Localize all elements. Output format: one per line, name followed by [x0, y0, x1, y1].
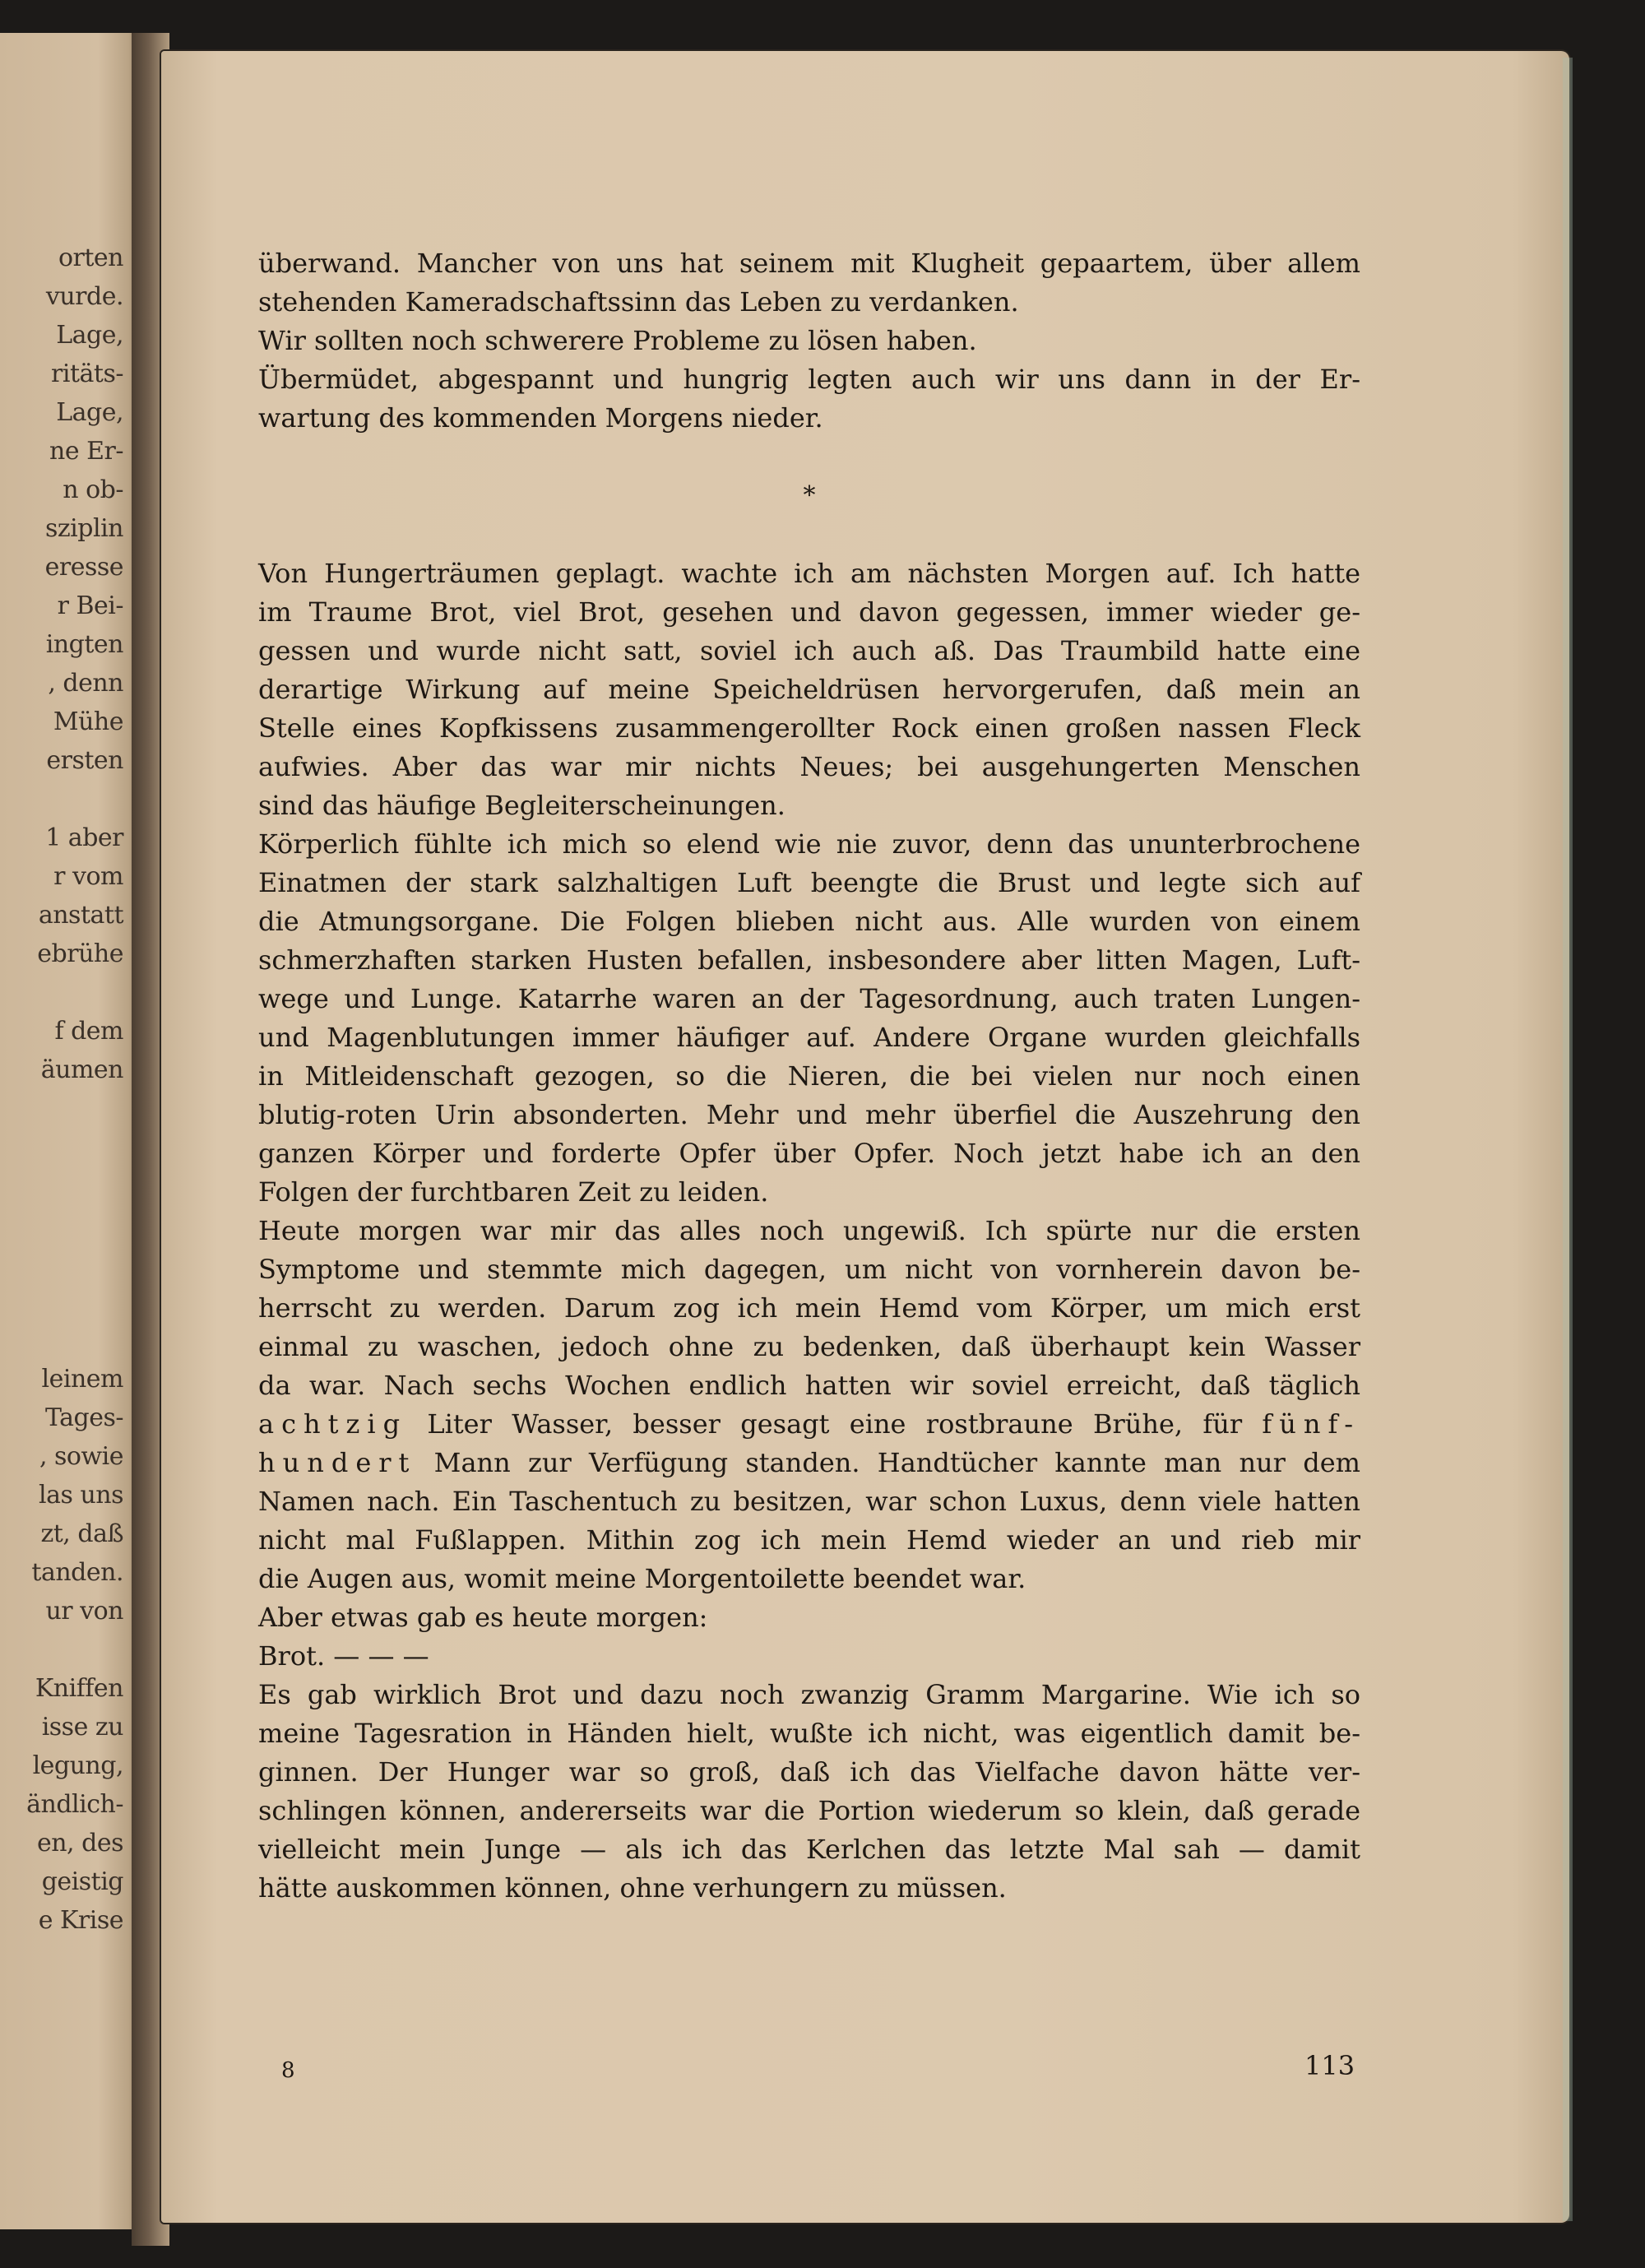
text-line: Symptome und stemmte mich dagegen, um nicht von vornherein davon be-: [258, 1254, 1360, 1285]
text-line: meine Tagesration in Händen hielt, wußte ich nicht, was eigentlich damit be-: [258, 1718, 1360, 1749]
text-line: da war. Nach sechs Wochen endlich hatten wir soviel erreicht, daß täglich: [258, 1370, 1360, 1401]
line-fragment: Lage,: [56, 398, 123, 427]
signature-mark: 8: [281, 2058, 295, 2083]
text-line: wartung des kommenden Morgens nieder.: [258, 402, 823, 434]
text-line: Es gab wirklich Brot und dazu noch zwanzig Gramm Margarine. Wie ich so: [258, 1679, 1360, 1710]
paragraph-morning: [258, 1212, 1360, 1598]
text-line: vielleicht mein Junge — als ich das Kerlchen das letzte Mal sah — damit: [258, 1834, 1360, 1865]
text-line: Namen nach. Ein Taschentuch zu besitzen, war schon Luxus, denn viele hatten: [258, 1486, 1360, 1517]
line-fragment: r vom: [53, 862, 123, 891]
text-line: überwand. Mancher von uns hat seinem mit Klugheit gepaartem, über allem: [258, 248, 1360, 279]
paragraph-ration: [258, 1676, 1360, 1908]
page-edge: [1563, 58, 1573, 2221]
text-line: Heute morgen war mir das alles noch ungewiß. Ich spürte nur die ersten: [258, 1215, 1360, 1246]
text-line: schlingen können, andererseits war die Portion wiederum so klein, daß gerade: [258, 1795, 1360, 1826]
previous-page-line-endings: [0, 239, 132, 1940]
line-fragment: orten: [58, 243, 123, 272]
text-line: Aber etwas gab es heute morgen:: [258, 1602, 708, 1633]
line-fragment: [0, 780, 132, 819]
text-line: einmal zu waschen, jedoch ohne zu bedenken, daß überhaupt kein Wasser: [258, 1331, 1360, 1362]
line-fragment: leinem: [41, 1365, 123, 1394]
section-break-asterisk: *: [803, 481, 816, 510]
line-fragment: Tages-: [44, 1403, 123, 1432]
text-line: hätte auskommen können, ohne verhungern zu müssen.: [258, 1872, 1007, 1904]
text-line: gessen und wurde nicht satt, soviel ich auch aß. Das Traumbild hatte eine: [258, 635, 1360, 666]
line-fragment: e Krise: [38, 1906, 123, 1935]
line-fragment: ingten: [45, 630, 123, 659]
spaced-word: hundert: [258, 1447, 417, 1478]
text-line: Übermüdet, abgespannt und hungrig legten auch wir uns dann in der Er-: [258, 364, 1360, 395]
line-fragment: [0, 973, 132, 1012]
line-fragment: legung,: [32, 1751, 123, 1780]
line-fragment: ritäts-: [51, 359, 123, 388]
line-fragment: [0, 1321, 132, 1360]
line-fragment: sziplin: [44, 514, 123, 543]
line-fragment: geistig: [41, 1867, 123, 1896]
line-fragment: , denn: [48, 669, 123, 698]
line-fragment: ebrühe: [37, 939, 123, 968]
line-fragment: ändlich-: [26, 1790, 123, 1819]
text-line: ginnen. Der Hunger war so groß, daß ich das Vielfache davon hätte ver-: [258, 1756, 1360, 1788]
text-line: ganzen Körper und forderte Opfer über Opfer. Noch jetzt habe ich an den: [258, 1138, 1360, 1169]
text-line: [258, 1444, 1360, 1482]
text-segment: Mann zur Verfügung standen. Handtücher kannte man nur dem: [416, 1447, 1360, 1478]
text-line: stehenden Kameradschaftssinn das Leben zu verdanken.: [258, 286, 1019, 318]
line-fragment: n ob-: [63, 475, 123, 504]
page-text: [258, 244, 1360, 1908]
text-line: Körperlich fühlte ich mich so elend wie nie zuvor, denn das ununterbrochene: [258, 828, 1360, 860]
text-line: und Magenblutungen immer häufiger auf. Andere Organe wurden gleichfalls: [258, 1022, 1360, 1053]
previous-page-fragment: [0, 33, 140, 2229]
text-line: derartige Wirkung auf meine Speicheldrüsen hervorgerufen, daß mein an: [258, 674, 1360, 705]
text-line: die Augen aus, womit meine Morgentoilette beendet war.: [258, 1563, 1026, 1594]
text-line: Von Hungerträumen geplagt. wachte ich am nächsten Morgen auf. Ich hatte: [258, 558, 1360, 589]
line-fragment: eresse: [44, 553, 123, 582]
line-fragment: [0, 1089, 132, 1128]
line-fragment: tanden.: [31, 1558, 123, 1587]
text-line: herrscht zu werden. Darum zog ich mein Hemd vom Körper, um mich erst: [258, 1292, 1360, 1324]
text-line: Folgen der furchtbaren Zeit zu leiden.: [258, 1176, 769, 1208]
line-fragment: ur von: [45, 1597, 123, 1626]
text-segment: Liter Wasser, besser gesagt eine rostbraune Brühe, für: [407, 1408, 1263, 1440]
line-fragment: Mühe: [53, 707, 123, 736]
line-fragment: ersten: [46, 746, 123, 775]
line-fragment: Lage,: [56, 321, 123, 350]
text-line: die Atmungsorgane. Die Folgen blieben nicht aus. Alle wurden von einem: [258, 906, 1360, 937]
text-line: Stelle eines Kopfkissens zusammengerollter Rock einen großen nassen Fleck: [258, 712, 1360, 744]
text-line: Einatmen der stark salzhaltigen Luft beengte die Brust und legte sich auf: [258, 867, 1360, 898]
text-line: nicht mal Fußlappen. Mithin zog ich mein Hemd wieder an und rieb mir: [258, 1524, 1360, 1556]
paragraph-bread: [258, 1598, 1360, 1676]
paragraph-illness: [258, 825, 1360, 1212]
text-line: schmerzhaften starken Husten befallen, insbesondere aber litten Magen, Luft-: [258, 944, 1360, 976]
spaced-word: fünf-: [1262, 1408, 1360, 1440]
line-fragment: [0, 1166, 132, 1205]
line-fragment: en, des: [36, 1829, 123, 1858]
text-line: sind das häufige Begleiterscheinungen.: [258, 790, 785, 821]
line-fragment: anstatt: [38, 901, 123, 930]
line-fragment: las uns: [39, 1481, 123, 1510]
text-line: in Mitleidenschaft gezogen, so die Nieren, die bei vielen nur noch einen: [258, 1060, 1360, 1092]
line-fragment: vurde.: [45, 282, 123, 311]
line-fragment: äumen: [40, 1055, 123, 1084]
line-fragment: r Bei-: [57, 591, 123, 620]
intro-paragraph: [258, 244, 1360, 438]
line-fragment: f dem: [54, 1017, 123, 1046]
text-line: [258, 1405, 1360, 1444]
line-fragment: [0, 1282, 132, 1321]
paragraph-hunger-dreams: [258, 554, 1360, 825]
line-fragment: , sowie: [39, 1442, 123, 1471]
text-line: Wir sollten noch schwerere Probleme zu lösen haben.: [258, 325, 977, 356]
line-fragment: [0, 1244, 132, 1282]
line-fragment: isse zu: [41, 1713, 123, 1742]
line-fragment: [0, 1128, 132, 1166]
book-page: [161, 51, 1569, 2223]
text-line: blutig-roten Urin absonderten. Mehr und mehr überfiel die Auszehrung den: [258, 1099, 1360, 1130]
text-line: wege und Lunge. Katarrhe waren an der Tagesordnung, auch traten Lungen-: [258, 983, 1360, 1014]
line-fragment: ne Er-: [49, 437, 123, 466]
page-number: 113: [1304, 2050, 1355, 2081]
spaced-word: achtzig: [258, 1408, 408, 1440]
line-fragment: zt, daß: [40, 1519, 123, 1548]
line-fragment: [0, 1630, 132, 1669]
line-fragment: Kniffen: [35, 1674, 123, 1703]
line-fragment: 1 aber: [45, 823, 123, 852]
text-line: Brot. — — —: [258, 1640, 429, 1672]
text-line: im Traume Brot, viel Brot, gesehen und davon gegessen, immer wieder ge-: [258, 596, 1360, 628]
text-line: aufwies. Aber das war mir nichts Neues; bei ausgehungerten Menschen: [258, 751, 1360, 782]
line-fragment: [0, 1205, 132, 1244]
